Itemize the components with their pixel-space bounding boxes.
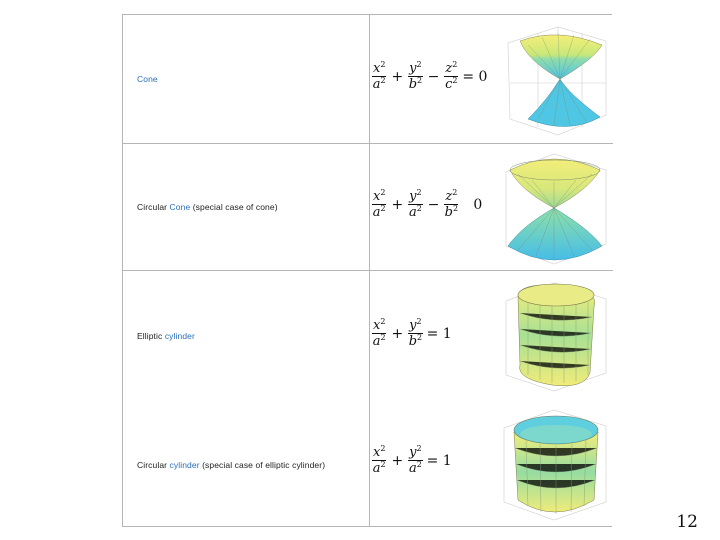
quadric-surfaces-table — [122, 14, 612, 527]
fraction-y: $\frac{y^2}{b^2}$ — [408, 317, 423, 349]
fraction-y: $\frac{y^2}{b^2}$ — [408, 60, 423, 92]
fraction-z: $\frac{z^2}{c^2}$ — [445, 60, 458, 92]
fraction-x: $\frac{x^2}{a^2}$ — [372, 444, 386, 476]
table-row-elliptic-cylinder — [123, 271, 613, 400]
fraction-x: $\frac{x^2}{a^2}$ — [372, 60, 386, 92]
surface-name: Elliptic cylinder — [137, 331, 195, 341]
surface-equation: $\frac{x^2}{a^2}$ + $\frac{y^2}{b^2}$ = 1 — [372, 317, 452, 349]
double-cone-illustration — [498, 23, 610, 141]
surface-equation: $\frac{x^2}{a^2}$ + $\frac{y^2}{a^2}$ = 1 — [372, 444, 452, 476]
fraction-y: $\frac{y^2}{a^2}$ — [408, 188, 422, 220]
fraction-y: $\frac{y^2}{a^2}$ — [408, 444, 422, 476]
table-row-circular-cone — [123, 144, 613, 271]
table-row-cone — [123, 15, 613, 144]
fraction-x: $\frac{x^2}{a^2}$ — [372, 317, 386, 349]
circular-cylinder-illustration — [498, 404, 610, 524]
elliptic-cylinder-illustration — [498, 277, 610, 397]
surface-name-link[interactable]: cylinder — [164, 331, 195, 341]
surface-name: Circular cylinder (special case of elliptic cylinder) — [137, 460, 326, 470]
surface-name-link[interactable]: cylinder — [169, 460, 200, 470]
surface-equation: $\frac{x^2}{a^2}$ + $\frac{y^2}{b^2}$ − $\frac{z^2}{c^2}$ = 0 — [372, 60, 488, 92]
page-number: 12 — [676, 512, 698, 532]
surface-name-link[interactable]: Circular Cone — [137, 202, 191, 212]
surface-name-link[interactable]: Cone — [137, 74, 158, 84]
fraction-x: $\frac{x^2}{a^2}$ — [372, 188, 386, 220]
surface-name: Circular Cone (special case of cone) — [137, 202, 278, 212]
surface-name — [137, 74, 158, 84]
table-row-circular-cylinder — [123, 400, 613, 527]
fraction-z: $\frac{z^2}{b^2}$ — [444, 188, 459, 220]
surface-equation: $\frac{x^2}{a^2}$ + $\frac{y^2}{a^2}$ − $\frac{z^2}{b^2}$ 0 — [372, 188, 483, 220]
circular-cone-illustration — [498, 150, 610, 268]
